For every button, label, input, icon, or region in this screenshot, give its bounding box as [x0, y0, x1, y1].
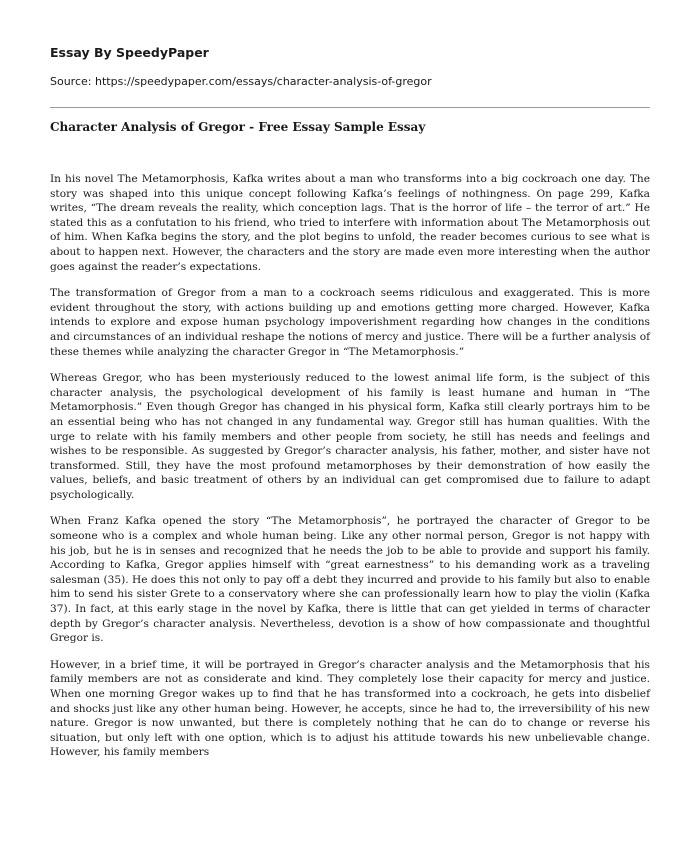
- essay-paragraph: Whereas Gregor, who has been mysteriously reduced to the lowest animal life form, is the subject of this character analysis, the psychological development of his family is least humane and human in “The Metamorphosis.” Even though Gregor has changed in his physical form, Kafka still clearly portrays him to be an essential being who has not changed in any fundamental way. Gregor still has human qualities. With the urge to relate with his family members and other people from society, he still has needs and feelings and wishes to be responsible. As suggested by Gregor’s character analysis, his father, mother, and sister have not transformed. Still, they have the most profound metamorphoses by their demonstration of how easily the values, beliefs, and basic treatment of others by an individual can get compromised due to failure to adapt psychologically.: [50, 372, 650, 501]
- essay-paragraph: In his novel The Metamorphosis, Kafka writes about a man who transforms into a big cockroach one day. The story was shaped into this unique concept following Kafka’s feelings of nothingness. On page 299, Kafka writes, “The dream reveals the reality, which conception lags. That is the horror of life – the terror of art.” He stated this as a confutation to his friend, who tried to interfere with information about The Metamorphosis out of him. When Kafka begins the story, and the plot begins to unfold, the reader becomes curious to see what is about to happen next. However, the characters and the story are made even more interesting when the author goes against the reader’s expectations.: [50, 173, 650, 273]
- essay-paragraph: The transformation of Gregor from a man to a cockroach seems ridiculous and exaggerated. This is more evident throughout the story, with actions building up and emotions getting more charged. However, Kafka intends to explore and expose human psychology impoverishment regarding how changes in the conditions and circumstances of an individual reshape the notions of mercy and justice. There will be a further analysis of these themes while analyzing the character Gregor in “The Metamorphosis.”: [50, 287, 650, 358]
- essay-title: Character Analysis of Gregor - Free Essay Sample Essay: [50, 120, 426, 134]
- essay-paragraph: When Franz Kafka opened the story “The Metamorphosis”, he portrayed the character of Gregor to be someone who is a complex and whole human being. Like any other normal person, Gregor is not happy with his job, but he is in senses and recognized that he needs the job to be able to provide and support his family. According to Kafka, Gregor applies himself with “great earnestness” to his demanding work as a traveling salesman (35). He does this not only to pay off a debt they incurred and provide to his family but also to enable him to send his sister Grete to a conservatory where she can professionally learn how to play the violin (Kafka 37). In fact, at this early stage in the novel by Kafka, there is little that can get yielded in terms of character depth by Gregor’s character analysis. Nevertheless, devotion is a show of how compassionate and thoughtful Gregor is.: [50, 515, 650, 645]
- site-title: Essay By SpeedyPaper: [50, 45, 209, 60]
- header-divider: [50, 107, 650, 108]
- source-url: https://speedypaper.com/essays/character-analysis-of-gregor: [95, 75, 432, 88]
- essay-paragraph: However, in a brief time, it will be portrayed in Gregor’s character analysis and the Metamorphosis that his family members are not as considerate and kind. They completely lose their capacity for mercy and justice. When one morning Gregor wakes up to find that he has transformed into a cockroach, he gets into disbelief and shocks just like any other human being. However, he accepts, since he had to, the irreversibility of his new nature. Gregor is now unwanted, but there is completely nothing that he can do to change or reverse his situation, but only left with one option, which is to adjust his attitude towards his new unbelievable change. However, his family members: [50, 658, 650, 759]
- source-line: [50, 74, 650, 89]
- source-label: Source:: [50, 75, 92, 88]
- essay-body: [50, 172, 650, 760]
